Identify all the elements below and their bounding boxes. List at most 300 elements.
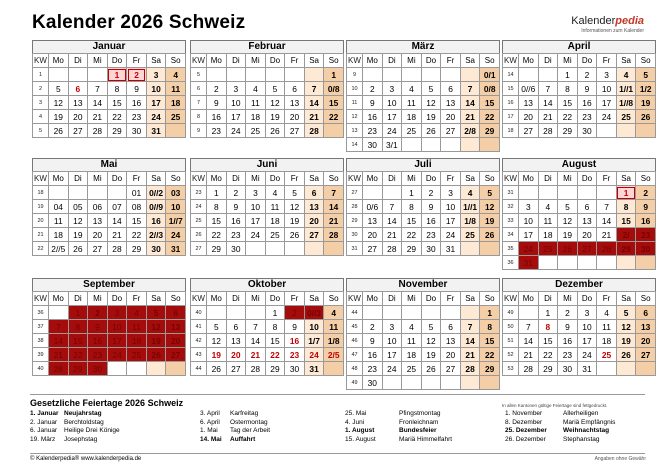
week-row <box>503 214 656 228</box>
logo-subtitle: Informationen zum Kalender <box>581 28 644 34</box>
day-cell: 27 <box>304 228 324 242</box>
week-row <box>33 82 186 96</box>
weekday-label: Sa <box>616 292 636 306</box>
weekday-label: Mi <box>246 172 266 186</box>
day-cell: 14 <box>460 96 480 110</box>
holiday-name: Josephstag <box>64 435 98 443</box>
day-cell: 30 <box>285 362 305 376</box>
day-cell <box>107 362 127 376</box>
day-cell: 17 <box>382 348 402 362</box>
day-cell: 1 <box>265 306 285 320</box>
day-cell: 2 <box>577 68 597 82</box>
day-cell: 22 <box>558 110 578 124</box>
weekday-label: Fr <box>285 292 305 306</box>
day-cell: 1 <box>107 68 127 82</box>
week-number: 29 <box>347 214 363 228</box>
week-row <box>191 214 344 228</box>
day-cell: 21 <box>538 110 558 124</box>
week-row <box>503 96 656 110</box>
weekday-label: Di <box>68 172 88 186</box>
day-cell: 4 <box>460 186 480 200</box>
day-cell: 15 <box>538 334 558 348</box>
weekday-label: Do <box>265 172 285 186</box>
weekday-label: Fr <box>127 54 147 68</box>
day-cell: 7 <box>519 320 539 334</box>
day-cell: 16 <box>363 110 383 124</box>
day-cell <box>363 306 383 320</box>
weekday-label: Di <box>68 292 88 306</box>
day-cell: 30 <box>363 138 383 152</box>
week-row <box>347 376 500 390</box>
weekday-label: Sa <box>460 172 480 186</box>
day-cell: 8 <box>538 320 558 334</box>
day-cell: 3 <box>146 68 166 82</box>
day-cell: 7 <box>324 186 344 200</box>
day-cell: 16 <box>226 214 246 228</box>
day-cell <box>636 362 656 376</box>
day-cell: 27 <box>88 242 108 256</box>
weekday-label: Mo <box>207 292 227 306</box>
day-cell: 21 <box>597 228 617 242</box>
day-cell: 15 <box>127 214 147 228</box>
week-number: 33 <box>503 214 519 228</box>
weekday-label: Mo <box>519 292 539 306</box>
day-cell <box>460 138 480 152</box>
day-cell: 20 <box>519 110 539 124</box>
week-number: 17 <box>503 110 519 124</box>
day-cell: 29 <box>480 124 500 138</box>
weekday-label: Di <box>382 54 402 68</box>
day-cell <box>519 186 539 200</box>
day-cell: 4 <box>127 306 147 320</box>
day-cell <box>597 256 617 270</box>
day-cell: 14 <box>324 200 344 214</box>
week-row <box>33 96 186 110</box>
day-cell: 10 <box>441 200 461 214</box>
divider <box>30 453 645 454</box>
day-cell: 22 <box>480 348 500 362</box>
week-number: 16 <box>503 96 519 110</box>
day-cell: 9 <box>577 82 597 96</box>
day-cell: 26 <box>421 362 441 376</box>
day-cell: 11 <box>402 96 422 110</box>
day-cell <box>597 186 617 200</box>
day-cell: 20 <box>577 228 597 242</box>
day-cell: 6 <box>166 306 186 320</box>
day-cell: 23 <box>127 110 147 124</box>
weekday-label: Mi <box>402 54 422 68</box>
day-cell: 5 <box>636 68 656 82</box>
day-cell: 9 <box>285 320 305 334</box>
day-cell: 11 <box>265 200 285 214</box>
day-cell: 26 <box>421 124 441 138</box>
day-cell: 30 <box>421 242 441 256</box>
week-row <box>33 214 186 228</box>
weekday-label: Mi <box>558 54 578 68</box>
day-cell: 30 <box>88 362 108 376</box>
day-cell: 4 <box>402 82 422 96</box>
day-cell: 29 <box>107 124 127 138</box>
day-cell: 25 <box>402 362 422 376</box>
day-cell: 10 <box>577 320 597 334</box>
day-cell: 4 <box>265 186 285 200</box>
day-cell: 9 <box>363 334 383 348</box>
day-cell: 18 <box>127 334 147 348</box>
day-cell <box>363 186 383 200</box>
day-cell <box>49 186 69 200</box>
weekday-label: Di <box>226 172 246 186</box>
weekday-label: Mo <box>49 54 69 68</box>
day-cell: 29 <box>538 362 558 376</box>
day-cell: 26 <box>480 228 500 242</box>
holidays-column <box>345 410 452 444</box>
weekday-label: So <box>166 292 186 306</box>
day-cell: 0//6 <box>519 82 539 96</box>
day-cell: 17 <box>382 110 402 124</box>
day-cell: 29 <box>480 362 500 376</box>
day-cell: 18 <box>402 110 422 124</box>
day-cell <box>49 306 69 320</box>
day-cell: 13 <box>363 214 383 228</box>
weekday-label: Fr <box>441 292 461 306</box>
day-cell: 11 <box>49 214 69 228</box>
day-cell <box>441 376 461 390</box>
day-cell: 14 <box>107 214 127 228</box>
month-juni <box>190 158 344 256</box>
month-title: Juli <box>346 158 500 171</box>
day-cell: 2 <box>285 306 305 320</box>
day-cell <box>146 362 166 376</box>
day-cell <box>304 242 324 256</box>
weekday-label: Do <box>265 292 285 306</box>
weekday-label: Do <box>577 292 597 306</box>
day-cell: 26 <box>68 242 88 256</box>
weekday-label: Mo <box>207 172 227 186</box>
day-cell: 1 <box>324 68 344 82</box>
week-number: 37 <box>33 320 49 334</box>
day-cell: 16 <box>88 334 108 348</box>
weekday-label: Mi <box>558 292 578 306</box>
weekday-header <box>33 172 186 186</box>
day-cell: 23 <box>577 110 597 124</box>
day-cell: 0/8 <box>480 82 500 96</box>
day-cell: 3 <box>226 82 246 96</box>
week-number: 6 <box>191 82 207 96</box>
week-number: 3 <box>33 96 49 110</box>
day-cell: 28 <box>49 362 69 376</box>
day-cell: 19 <box>616 334 636 348</box>
weekday-label: Sa <box>304 292 324 306</box>
weekday-label: KW <box>503 172 519 186</box>
day-cell: 8 <box>107 82 127 96</box>
day-cell: 16 <box>421 214 441 228</box>
footer-copyright: © Kalenderpedia® www.kalenderpedia.de <box>30 456 142 462</box>
day-cell: 27 <box>441 124 461 138</box>
week-row <box>503 320 656 334</box>
day-cell: 24 <box>146 110 166 124</box>
day-cell: 16 <box>363 348 383 362</box>
weekday-label: KW <box>33 292 49 306</box>
day-cell: 20 <box>68 110 88 124</box>
week-row <box>191 124 344 138</box>
day-cell <box>616 124 636 138</box>
weekday-label: Mi <box>88 54 108 68</box>
day-cell <box>441 68 461 82</box>
day-cell: 18 <box>246 110 266 124</box>
logo[interactable] <box>571 15 644 34</box>
weekday-label: Mo <box>49 172 69 186</box>
day-cell <box>460 242 480 256</box>
day-cell: 04 <box>49 200 69 214</box>
day-cell: 6 <box>441 82 461 96</box>
month-september <box>32 278 186 376</box>
day-cell: 3 <box>382 82 402 96</box>
day-cell: 27 <box>636 348 656 362</box>
day-cell <box>597 362 617 376</box>
holiday-date: 1. Mai <box>200 427 218 434</box>
day-cell <box>88 68 108 82</box>
week-row <box>191 306 344 320</box>
day-cell: 5 <box>49 82 69 96</box>
day-cell: 27 <box>166 348 186 362</box>
day-cell: 24 <box>441 228 461 242</box>
day-cell: 0//9 <box>146 200 166 214</box>
day-cell: 31 <box>146 124 166 138</box>
weekday-label: Di <box>382 172 402 186</box>
week-row <box>347 242 500 256</box>
day-cell: 23 <box>285 348 305 362</box>
day-cell: 3 <box>577 306 597 320</box>
day-cell <box>285 68 305 82</box>
week-number: 18 <box>503 124 519 138</box>
month-title: Dezember <box>502 278 656 291</box>
week-number: 15 <box>503 82 519 96</box>
week-number: 28 <box>347 200 363 214</box>
weekday-label: Do <box>107 172 127 186</box>
week-row <box>347 348 500 362</box>
holiday-item <box>345 436 452 445</box>
day-cell: 19 <box>68 228 88 242</box>
month-dezember <box>502 278 656 376</box>
holiday-item <box>505 427 615 436</box>
month-märz <box>346 40 500 152</box>
week-row <box>33 228 186 242</box>
month-title: August <box>502 158 656 171</box>
month-title: Februar <box>190 40 344 53</box>
week-number: 9 <box>191 124 207 138</box>
week-row <box>347 200 500 214</box>
weekday-label: So <box>166 54 186 68</box>
holidays-column <box>505 410 615 444</box>
weekday-label: Di <box>538 172 558 186</box>
day-cell: 28 <box>324 228 344 242</box>
holiday-name: Heilige Drei Könige <box>64 427 120 434</box>
week-number: 10 <box>347 82 363 96</box>
day-cell: 5 <box>146 306 166 320</box>
day-cell: 10 <box>382 96 402 110</box>
day-cell: 13 <box>285 96 305 110</box>
day-cell <box>480 242 500 256</box>
week-number: 7 <box>191 96 207 110</box>
week-number: 2 <box>33 82 49 96</box>
day-cell: 16 <box>207 110 227 124</box>
day-cell: 2/ <box>616 228 636 242</box>
week-row <box>191 186 344 200</box>
weekday-label: Mo <box>363 292 383 306</box>
day-cell: 15 <box>402 214 422 228</box>
weekday-label: Do <box>421 172 441 186</box>
day-cell: 8 <box>68 320 88 334</box>
week-number: 31 <box>503 186 519 200</box>
day-cell: 27 <box>577 242 597 256</box>
day-cell: 1/8 <box>324 334 344 348</box>
weekday-label: So <box>636 172 656 186</box>
day-cell: 25 <box>460 228 480 242</box>
day-cell: 1//7 <box>166 214 186 228</box>
day-cell: 21 <box>460 110 480 124</box>
holiday-item <box>30 419 120 428</box>
day-cell: 12 <box>146 320 166 334</box>
day-cell: 26 <box>49 124 69 138</box>
day-cell: 16 <box>127 96 147 110</box>
day-cell: 11 <box>246 96 266 110</box>
day-cell: 7 <box>382 200 402 214</box>
weekday-header <box>503 292 656 306</box>
day-cell <box>382 306 402 320</box>
day-cell: 2 <box>127 68 147 82</box>
day-cell: 7 <box>597 200 617 214</box>
day-cell: 20 <box>166 334 186 348</box>
weekday-label: KW <box>191 292 207 306</box>
page-title: Kalender 2026 Schweiz <box>32 12 246 33</box>
week-row <box>347 306 500 320</box>
day-cell: 2 <box>363 320 383 334</box>
holiday-item <box>30 427 120 436</box>
day-cell: 18 <box>538 228 558 242</box>
week-row <box>503 348 656 362</box>
day-cell: 6 <box>285 82 305 96</box>
week-row <box>191 334 344 348</box>
day-cell: 1 <box>68 306 88 320</box>
weekday-header <box>503 172 656 186</box>
weekday-label: Sa <box>146 54 166 68</box>
holidays-note: In allen Kantonen gültige Feiertage sind fettgedruckt. <box>502 403 608 408</box>
day-cell: 10 <box>382 334 402 348</box>
day-cell <box>304 68 324 82</box>
day-cell: 30 <box>363 376 383 390</box>
month-title: November <box>346 278 500 291</box>
week-row <box>503 334 656 348</box>
day-cell <box>421 306 441 320</box>
day-cell: 4 <box>324 306 344 320</box>
weekday-label: So <box>324 172 344 186</box>
weekday-header <box>33 292 186 306</box>
day-cell: 23 <box>88 348 108 362</box>
holiday-date: 1. November <box>505 410 543 417</box>
day-cell: 19 <box>636 96 656 110</box>
weekday-header <box>347 172 500 186</box>
day-cell: 11 <box>538 214 558 228</box>
day-cell: 9 <box>421 200 441 214</box>
week-number: 11 <box>347 96 363 110</box>
day-cell <box>166 124 186 138</box>
weekday-label: KW <box>33 172 49 186</box>
day-cell: 10 <box>226 96 246 110</box>
day-cell: 27 <box>441 362 461 376</box>
day-cell <box>382 376 402 390</box>
weekday-header <box>191 292 344 306</box>
day-cell: 19 <box>285 214 305 228</box>
weekday-label: Fr <box>127 292 147 306</box>
day-cell: 13 <box>304 200 324 214</box>
day-cell: 30 <box>226 242 246 256</box>
holiday-date: 25. Dezember <box>505 427 547 434</box>
day-cell: 31 <box>441 242 461 256</box>
week-row <box>33 334 186 348</box>
day-cell: 5 <box>265 82 285 96</box>
day-cell: 3/1 <box>382 138 402 152</box>
footer-disclaimer: Angaben ohne Gewähr <box>594 456 646 462</box>
day-cell: 21 <box>246 348 266 362</box>
day-cell: 4 <box>402 320 422 334</box>
holiday-name: Stephanstag <box>563 435 600 443</box>
weekday-label: Fr <box>597 54 617 68</box>
week-number: 41 <box>191 320 207 334</box>
week-number: 44 <box>347 306 363 320</box>
week-row <box>33 348 186 362</box>
holiday-date: 26. Dezember <box>505 435 546 443</box>
week-row <box>191 200 344 214</box>
week-number: 20 <box>33 214 49 228</box>
day-cell: 8 <box>616 200 636 214</box>
day-cell: 20 <box>285 110 305 124</box>
weekday-label: KW <box>347 172 363 186</box>
day-cell: 0/8 <box>324 82 344 96</box>
week-number: 36 <box>33 306 49 320</box>
day-cell <box>558 186 578 200</box>
day-cell: 5 <box>480 186 500 200</box>
weekday-label: Di <box>226 292 246 306</box>
day-cell: 4 <box>166 68 186 82</box>
day-cell: 2 <box>421 186 441 200</box>
week-number: 49 <box>503 306 519 320</box>
week-number: 9 <box>347 68 363 82</box>
day-cell: 24 <box>382 362 402 376</box>
day-cell: 4 <box>538 200 558 214</box>
day-cell <box>382 68 402 82</box>
day-cell: 2 <box>363 82 383 96</box>
week-number: 53 <box>503 362 519 376</box>
day-cell: 14 <box>304 96 324 110</box>
day-cell: 24 <box>597 110 617 124</box>
day-cell: 5 <box>421 320 441 334</box>
day-cell <box>441 138 461 152</box>
day-cell: 16 <box>577 96 597 110</box>
day-cell: 17 <box>146 96 166 110</box>
week-number: 44 <box>191 362 207 376</box>
week-number: 43 <box>191 348 207 362</box>
day-cell: 6 <box>441 320 461 334</box>
day-cell: 07 <box>107 200 127 214</box>
holiday-item <box>200 410 270 419</box>
day-cell: 1//8 <box>616 96 636 110</box>
day-cell: 17 <box>597 96 617 110</box>
day-cell: 19 <box>558 228 578 242</box>
holiday-name: Mariä Himmelfahrt <box>399 435 453 443</box>
day-cell: 27 <box>363 242 383 256</box>
day-cell: 17 <box>107 334 127 348</box>
day-cell: 26 <box>636 110 656 124</box>
